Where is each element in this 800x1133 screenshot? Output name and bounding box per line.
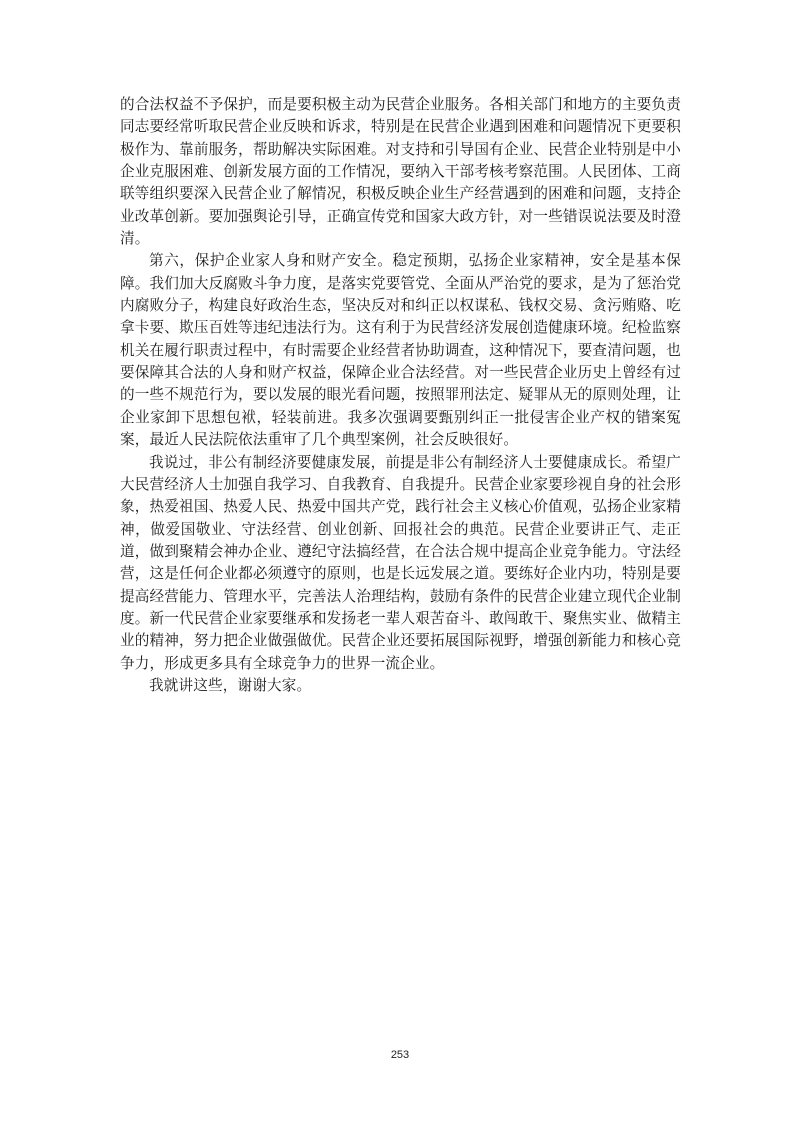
body-text xyxy=(120,94,681,697)
paragraph-point-six: 第六，保护企业家人身和财产安全。稳定预期，弘扬企业家精神，安全是基本保障。我们加大反腐败斗争力度，是落实党要管党、全面从严治党的要求，是为了惩治党内腐败分子，构建良好政治生态，坚决反对和纠正以权谋私、钱权交易、贪污贿赂、吃拿卡要、欺压百姓等违纪违法行为。这有利于为民营经济发展创造健康环境。纪检监察机关在履行职责过程中，有时需要企业经营者协助调查，这种情况下，要查清问题，也要保障其合法的人身和财产权益，保障企业合法经营。对一些民营企业历史上曾经有过的一些不规范行为，要以发展的眼光看问题，按照罪刑法定、疑罪从无的原则处理，让企业家卸下思想包袱，轻装前进。我多次强调要甄别纠正一批侵害企业产权的错案冤案，最近人民法院依法重审了几个典型案例，社会反映很好。 xyxy=(120,252,681,449)
page-number: 253 xyxy=(390,1049,410,1061)
paragraph-continued: 的合法权益不予保护，而是要积极主动为民营企业服务。各相关部门和地方的主要负责同志要经常听取民营企业反映和诉求，特别是在民营企业遇到困难和问题情况下更要积极作为、靠前服务，帮助解决实际困难。对支持和引导国有企业、民营企业特别是中小企业克服困难、创新发展方面的工作情况，要纳入干部考核考察范围。人民团体、工商联等组织要深入民营企业了解情况，积极反映企业生产经营遇到的困难和问题，支持企业改革创新。要加强舆论引导，正确宣传党和国家大政方针，对一些错误说法要及时澄清。 xyxy=(120,96,681,248)
paragraph-closing: 我就讲这些，谢谢大家。 xyxy=(149,676,312,694)
paragraph-healthy-growth: 我说过，非公有制经济要健康发展，前提是非公有制经济人士要健康成长。希望广大民营经济人士加强自我学习、自我教育、自我提升。民营企业家要珍视自身的社会形象，热爱祖国、热爱人民、热爱中国共产党，践行社会主义核心价值观，弘扬企业家精神，做爱国敬业、守法经营、创业创新、回报社会的典范。民营企业要讲正气、走正道，做到聚精会神办企业、遵纪守法搞经营，在合法合规中提高企业竞争能力。守法经营，这是任何企业都必须遵守的原则，也是长远发展之道。要练好企业内功，特别是要提高经营能力、管理水平，完善法人治理结构，鼓励有条件的民营企业建立现代企业制度。新一代民营企业家要继承和发扬老一辈人艰苦奋斗、敢闯敢干、聚焦实业、做精主业的精神，努力把企业做强做优。民营企业还要拓展国际视野，增强创新能力和核心竞争力，形成更多具有全球竞争力的世界一流企业。 xyxy=(120,453,681,672)
